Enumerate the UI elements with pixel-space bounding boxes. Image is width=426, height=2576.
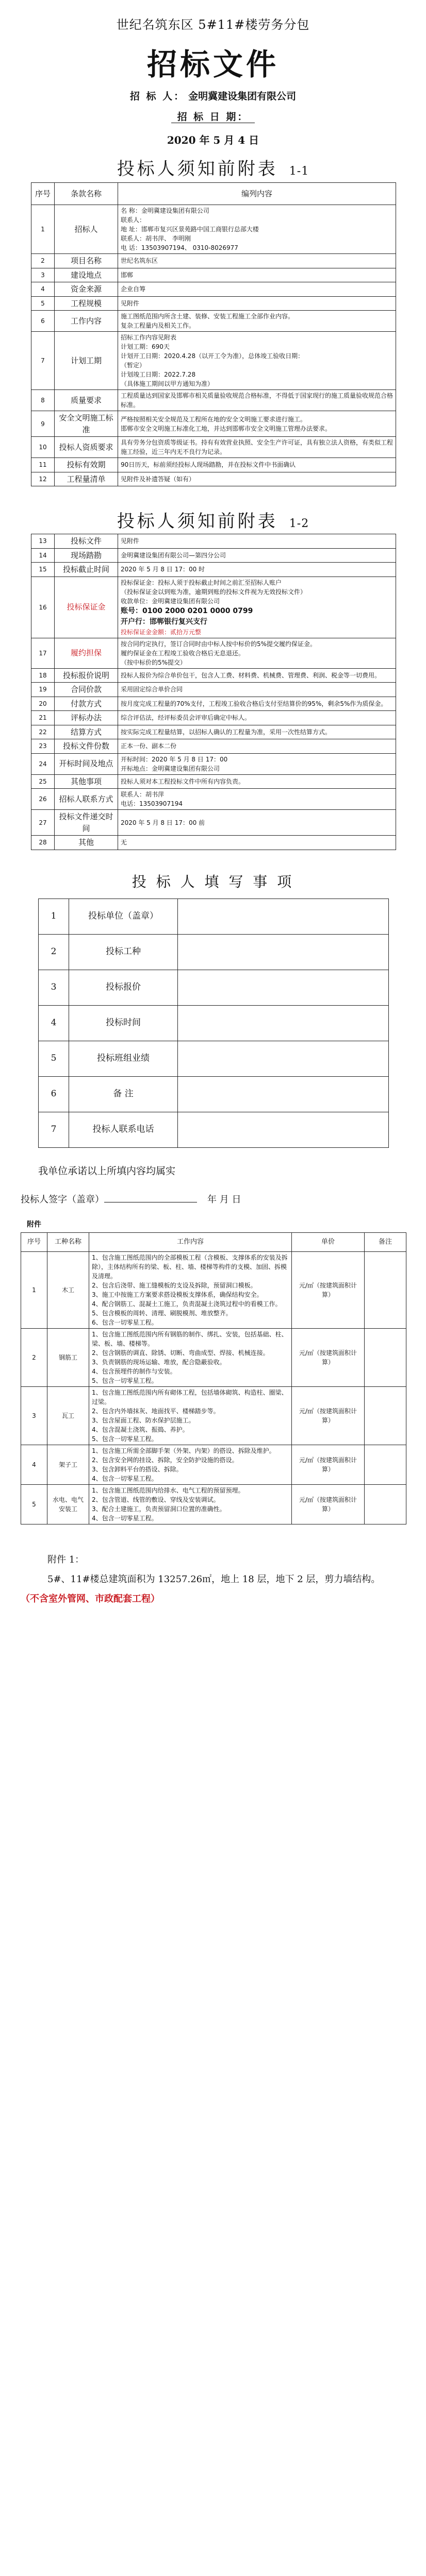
fill-row-label: 投标工种 (69, 935, 178, 970)
row-content (118, 472, 396, 486)
signature-line (21, 1192, 241, 1206)
info-row (31, 810, 396, 836)
fill-row-number: 4 (39, 1006, 69, 1041)
content-line: （暂定） (121, 362, 146, 369)
row-content (118, 577, 396, 638)
info-row (31, 411, 396, 437)
row-item: 安全文明施工标准 (55, 411, 118, 437)
attachment-scope (89, 1329, 292, 1387)
info-row (31, 437, 396, 458)
attachment-trade: 钢筋工 (47, 1329, 89, 1387)
info-row (31, 268, 396, 282)
table1-suffix: 1-1 (289, 165, 309, 178)
row-number: 4 (31, 282, 55, 297)
attachment-table (21, 1232, 406, 1524)
row-item: 工程量清单 (55, 472, 118, 486)
table1-title-text: 投标人须知前附表 (117, 159, 278, 179)
content-line: 联系人： (121, 216, 146, 224)
row-number: 13 (31, 534, 55, 549)
content-line: 按月度完成工程量的70%支付，工程竣工验收合格后支付至结算价的95%，剩余5%作为质保金。 (121, 700, 387, 707)
scope-line: 5、包含模板的周转、清理、刷脱模剂、堆放整齐。 (92, 1310, 232, 1317)
attachment-scope (89, 1252, 292, 1329)
content-line: 邯郸 (121, 271, 134, 279)
attachment-remark (365, 1387, 406, 1445)
content-line: 投标人须对本工程投标文件中所有内容负责。 (121, 777, 245, 785)
info-row (31, 254, 396, 268)
row-number: 3 (31, 268, 55, 282)
instructions-table-2 (31, 534, 396, 850)
content-line: 无 (121, 839, 127, 846)
attachment-scope (89, 1485, 292, 1524)
fill-row (39, 970, 389, 1006)
row-number: 22 (31, 725, 55, 739)
content-line: 计划开工日期：2020.4.28（以开工令为准），总体竣工验收日期： (121, 352, 304, 360)
attachment-unit-price: 元/㎡（按建筑面积计算） (292, 1387, 365, 1445)
scope-line: 4、包含一切零星工程。 (92, 1515, 158, 1522)
row-item: 结算方式 (55, 725, 118, 739)
row-item: 现场踏勘 (55, 548, 118, 563)
content-line: 见附件 (121, 299, 140, 307)
row-content (118, 282, 396, 297)
fill-row-input[interactable] (178, 935, 389, 970)
row-content (118, 458, 396, 472)
row-number: 19 (31, 683, 55, 697)
scope-line: 3、施工中按施工方案要求搭设模板支撑体系，确保结构安全。 (92, 1291, 263, 1298)
info-row (31, 836, 396, 850)
content-line: （具体施工期间以甲方通知为准） (121, 380, 214, 387)
row-content (118, 753, 396, 774)
content-line: 计划竣工日期：2022.7.28 (121, 371, 196, 378)
row-item: 投标保证金 (55, 577, 118, 638)
fill-row-number: 7 (39, 1112, 69, 1148)
fill-row-input[interactable] (178, 1112, 389, 1148)
table2-title (0, 507, 426, 532)
att-col-no: 序号 (21, 1233, 47, 1252)
row-number: 18 (31, 668, 55, 683)
row-content (118, 697, 396, 711)
attachment-unit-price: 元/㎡（按建筑面积计算） (292, 1485, 365, 1524)
row-content (118, 711, 396, 725)
attachment-title: 附件 (27, 1221, 41, 1229)
row-content (118, 789, 396, 810)
row-content (118, 254, 396, 268)
row-item: 投标人资质要求 (55, 437, 118, 458)
content-line: 招标工作内容见附表 (121, 334, 177, 341)
row-number: 1 (31, 205, 55, 254)
row-content (118, 311, 396, 332)
footer-section (21, 1550, 405, 1608)
content-line: 见附件 (121, 537, 140, 545)
row-item: 投标截止时间 (55, 563, 118, 577)
row-item: 招标人联系方式 (55, 789, 118, 810)
row-item: 评标办法 (55, 711, 118, 725)
fill-row-label: 投标人联系电话 (69, 1112, 178, 1148)
attachment-no: 2 (21, 1329, 47, 1387)
fill-row-number: 5 (39, 1041, 69, 1077)
content-line: 开标地点：金明冀建设集团有限公司 (121, 765, 220, 772)
content-line: 具有劳务分包资质等级证书。持有有效营业执照、安全生产许可证，具有独立法人资格，有类似工程施工经验，近三年内无不良行为记录。 (121, 439, 394, 455)
row-number: 6 (31, 311, 55, 332)
scope-line: 4、包含一切零星工程。 (92, 1475, 158, 1482)
row-item: 项目名称 (55, 254, 118, 268)
row-content (118, 739, 396, 754)
row-number: 8 (31, 390, 55, 411)
info-row (31, 725, 396, 739)
attachment-row (21, 1329, 406, 1387)
row-item: 其他 (55, 836, 118, 850)
scope-line: 2、包含内外墙抹灰、地面找平、楼梯踏步等。 (92, 1408, 220, 1415)
fill-row (39, 935, 389, 970)
fill-row (39, 1077, 389, 1112)
attachment-scope (89, 1445, 292, 1485)
signature-label: 投标人签字（盖章） (21, 1194, 104, 1205)
attachment-header-row (21, 1233, 406, 1252)
row-number: 26 (31, 789, 55, 810)
fill-row-input[interactable] (178, 1041, 389, 1077)
info-row (31, 789, 396, 810)
fill-row-number: 2 (39, 935, 69, 970)
row-item: 质量要求 (55, 390, 118, 411)
row-number: 14 (31, 548, 55, 563)
row-content (118, 534, 396, 549)
content-line: 按合同约定执行，签订合同时由中标人按中标价的5%提交履约保证金。 (121, 640, 317, 648)
content-line: 采用固定综合单价合同 (121, 686, 183, 693)
row-content (118, 810, 396, 836)
attachment-remark (365, 1329, 406, 1387)
signature-date: 年 月 日 (207, 1194, 241, 1205)
row-item: 投标文件 (55, 534, 118, 549)
row-content (118, 774, 396, 789)
scope-line: 2、包含安全网的挂设、拆除，安全防护设施的搭设。 (92, 1456, 238, 1464)
scope-line: 3、包含屋面工程、防水保护层施工。 (92, 1417, 195, 1424)
info-row (31, 205, 396, 254)
content-line: 2020 年 5 月 8 日 17：00 前 (121, 819, 205, 826)
table2-title-text: 投标人须知前附表 (117, 511, 278, 532)
row-content (118, 332, 396, 390)
att-col-scope: 工作内容 (89, 1233, 292, 1252)
footer-highlight: （不含室外管网、市政配套工程） (21, 1593, 160, 1604)
scope-line: 2、包含钢筋的调直、除锈、切断、弯曲成型、焊接、机械连接。 (92, 1349, 269, 1357)
att-col-trade: 工种名称 (47, 1233, 89, 1252)
attachment-trade: 瓦工 (47, 1387, 89, 1445)
row-number: 21 (31, 711, 55, 725)
content-line: 开户行：邯郸银行复兴支行 (121, 617, 207, 626)
content-line: 施工图纸范围内所含土建、装修、安装工程施工全部作业内容。 (121, 313, 294, 320)
info-row (31, 711, 396, 725)
footer-body: 5#、11#楼总建筑面积为 13257.26㎡，地上 18 层，地下 2 层，剪力墙结构。 (47, 1573, 381, 1585)
fill-row (39, 1112, 389, 1148)
row-number: 16 (31, 577, 55, 638)
bidder-fill-table (38, 899, 389, 1148)
content-line: 联系人：胡书萍、 李明刚 (121, 235, 191, 242)
content-line: 账号：0100 2000 0201 0000 0799 (121, 606, 253, 615)
content-line: 工程质量达到国家及邯郸市相关质量验收规范合格标准，不得低于国家现行的施工质量验收规范合格标准。 (121, 392, 394, 409)
fill-row-number: 6 (39, 1077, 69, 1112)
scope-line: 1、包含施工所需全部脚手架（外架、内架）的搭设、拆除及维护。 (92, 1447, 275, 1454)
col-content-header: 编列内容 (118, 183, 396, 205)
scope-line: 3、配合土建施工，负责预留洞口位置的准确性。 (92, 1505, 226, 1513)
row-content (118, 683, 396, 697)
scope-line: 1、包含施工图纸范围内所有砌体工程，包括墙体砌筑、构造柱、圈梁、过梁。 (92, 1389, 288, 1405)
info-row (31, 311, 396, 332)
content-line: 世纪名筑东区 (121, 257, 158, 265)
info-row (31, 697, 396, 711)
row-number: 15 (31, 563, 55, 577)
attachment-remark (365, 1445, 406, 1485)
info-row (31, 282, 396, 297)
row-number: 7 (31, 332, 55, 390)
row-item: 投标文件份数 (55, 739, 118, 754)
attachment-no: 4 (21, 1445, 47, 1485)
row-number: 25 (31, 774, 55, 789)
row-item: 付款方式 (55, 697, 118, 711)
row-number: 27 (31, 810, 55, 836)
fill-row (39, 1006, 389, 1041)
content-line: 90日历天，标前须经投标人现场踏勘，并在投标文件中书面确认 (121, 461, 296, 469)
scope-line: 5、包含一切零星工程。 (92, 1377, 158, 1384)
fill-row-label: 投标报价 (69, 970, 178, 1006)
attachment-no: 1 (21, 1252, 47, 1329)
col-item-header: 条款名称 (55, 183, 118, 205)
row-number: 12 (31, 472, 55, 486)
scope-line: 4、包含预埋件的制作与安装。 (92, 1368, 176, 1375)
tenderer-value: 金明冀建设集团有限公司 (188, 91, 297, 102)
row-number: 24 (31, 753, 55, 774)
row-content (118, 390, 396, 411)
table3-title: 投 标 人 填 写 事 项 (132, 873, 294, 890)
content-line: 综合评估法，经评标委员会评审后确定中标人。 (121, 714, 251, 722)
col-no-header: 序号 (31, 183, 55, 205)
attachment-trade: 木工 (47, 1252, 89, 1329)
row-content (118, 725, 396, 739)
scope-line: 2、包含管道、线管的敷设、穿线及安装调试。 (92, 1496, 220, 1503)
fill-row-input[interactable] (178, 970, 389, 1006)
scope-line: 1、包含施工图纸范围内所有钢筋的制作、绑扎、安装，包括基础、柱、梁、板、墙、楼梯等。 (92, 1331, 288, 1347)
row-item: 招标人 (55, 205, 118, 254)
info-row (31, 739, 396, 754)
content-line: 收款单位：金明冀建设集团有限公司 (121, 597, 220, 605)
commitment-text: 我单位承诺以上所填内容均属实 (38, 1165, 176, 1177)
row-content (118, 638, 396, 668)
content-line: 复杂工程量内及相关工作。 (121, 322, 195, 329)
row-content (118, 563, 396, 577)
attachment-remark (365, 1485, 406, 1524)
info-row (31, 668, 396, 683)
fill-row-number: 3 (39, 970, 69, 1006)
row-item: 投标报价说明 (55, 668, 118, 683)
info-row (31, 753, 396, 774)
fill-row-label: 投标班组业绩 (69, 1041, 178, 1077)
scope-line: 5、包含一切零星工程。 (92, 1435, 158, 1443)
info-row (31, 563, 396, 577)
info-row (31, 534, 396, 549)
scope-line: 1、包含施工图纸范围内给排水、电气工程的预留预埋。 (92, 1487, 244, 1494)
row-item: 投标有效期 (55, 458, 118, 472)
row-content (118, 836, 396, 850)
fill-row-label: 投标单位（盖章） (69, 899, 178, 935)
attachment-unit-price: 元/㎡（按建筑面积计算） (292, 1445, 365, 1485)
info-row (31, 472, 396, 486)
att-col-remark: 备注 (365, 1233, 406, 1252)
fill-row-label: 投标时间 (69, 1006, 178, 1041)
row-content (118, 411, 396, 437)
content-line: 履约保证金在工程竣工验收合格后无息退还。 (121, 649, 245, 657)
fill-row-input[interactable] (178, 1006, 389, 1041)
content-line: 投标保证金：投标人须于投标截止时间之前汇至招标人账户 (121, 579, 282, 586)
row-number: 20 (31, 697, 55, 711)
info-row (31, 774, 396, 789)
fill-row (39, 899, 389, 935)
instructions-table-1 (31, 182, 396, 486)
fill-row-label: 备 注 (69, 1077, 178, 1112)
content-line: 2020 年 5 月 8 日 17：00 时 (121, 566, 205, 573)
row-content (118, 296, 396, 311)
row-item: 投标文件递交时间 (55, 810, 118, 836)
scope-line: 1、包含施工图纸范围内的全部模板工程（含模板、支撑体系的安装及拆除），主体结构所有的梁、板、柱、墙、楼梯等构件的支模、加固、拆模及清理。 (92, 1254, 288, 1280)
scope-line: 4、包含混凝土浇筑、振捣、养护。 (92, 1426, 189, 1433)
info-row (31, 458, 396, 472)
row-item: 其他事项 (55, 774, 118, 789)
row-item: 工作内容 (55, 311, 118, 332)
row-content (118, 268, 396, 282)
project-subtitle: 世纪名筑东区 5#11#楼劳务分包 (116, 18, 310, 32)
attachment-row (21, 1252, 406, 1329)
row-item: 工程规模 (55, 296, 118, 311)
attachment-no: 3 (21, 1387, 47, 1445)
row-item: 资金来源 (55, 282, 118, 297)
row-number: 2 (31, 254, 55, 268)
content-line: 电 话：13503907194、 0310-8026977 (121, 244, 238, 251)
info-row (31, 296, 396, 311)
content-line: 金明冀建设集团有限公司—第四分公司 (121, 551, 226, 559)
scope-line: 4、配合钢筋工、混凝土工施工，负责混凝土浇筑过程中的看模工作。 (92, 1300, 282, 1308)
info-row (31, 683, 396, 697)
info-row (31, 638, 396, 668)
fill-row (39, 1041, 389, 1077)
row-item: 合同价款 (55, 683, 118, 697)
fill-row-input[interactable] (178, 899, 389, 935)
content-line: 正本一份、副本二份 (121, 742, 177, 750)
content-line: 投标人报价为综合单价包干，包含人工费、材料费、机械费、管理费、利润、税金等一切费用。 (121, 671, 381, 679)
row-number: 5 (31, 296, 55, 311)
row-number: 28 (31, 836, 55, 850)
content-line: 投标保证金金额：贰拾万元整 (121, 628, 202, 636)
scope-line: 6、包含一切零星工程。 (92, 1319, 158, 1326)
content-line: 联系人：胡书萍 (121, 791, 165, 798)
content-line: 邯郸市安全文明施工标准化工地，并达到邯郸市安全文明施工管理办法要求。 (121, 425, 332, 432)
info-row (31, 390, 396, 411)
footer-title: 附件 1： (47, 1554, 85, 1565)
content-line: （按中标价的5%提交） (121, 658, 187, 666)
content-line: 计划工期：690天 (121, 343, 170, 350)
info-row (31, 332, 396, 390)
content-line: 电话：13503907194 (121, 800, 183, 807)
attachment-no: 5 (21, 1485, 47, 1524)
content-line: 名 称：金明冀建设集团有限公司 (121, 207, 209, 214)
tender-date-label: 招 标 日 期： (171, 111, 255, 123)
row-number: 11 (31, 458, 55, 472)
row-content (118, 205, 396, 254)
fill-row-number: 1 (39, 899, 69, 935)
row-number: 9 (31, 411, 55, 437)
fill-row-input[interactable] (178, 1077, 389, 1112)
table1-header-row (31, 183, 396, 205)
attachment-row (21, 1445, 406, 1485)
row-number: 10 (31, 437, 55, 458)
info-row (31, 548, 396, 563)
attachment-row (21, 1485, 406, 1524)
row-content (118, 548, 396, 563)
attachment-scope (89, 1387, 292, 1445)
content-line: 开标时间：2020 年 5 月 8 日 17：00 (121, 755, 228, 763)
att-col-price: 单价 (292, 1233, 365, 1252)
content-line: 见附件及补遗答疑（如有） (121, 475, 195, 483)
row-item: 计划工期 (55, 332, 118, 390)
attachment-trade: 架子工 (47, 1445, 89, 1485)
attachment-row (21, 1387, 406, 1445)
info-row (31, 577, 396, 638)
tender-date-label-line (0, 109, 426, 123)
attachment-unit-price: 元/㎡（按建筑面积计算） (292, 1329, 365, 1387)
content-line: 严格按照相关安全规范及工程所在地的安全文明施工要求进行施工。 (121, 415, 307, 423)
content-line: （投标保证金以到账为准，逾期到账的投标文件视为无效投标文件） (121, 588, 307, 596)
tenderer-line (0, 89, 426, 103)
table2-suffix: 1-2 (289, 517, 309, 530)
scope-line: 3、包含卸料平台的搭设、拆除。 (92, 1466, 183, 1473)
tenderer-label: 招 标 人： (129, 91, 186, 102)
row-number: 17 (31, 638, 55, 668)
row-item: 履约担保 (55, 638, 118, 668)
scope-line: 3、负责钢筋的现场运输、堆放，配合隐蔽验收。 (92, 1359, 226, 1366)
row-item: 建设地点 (55, 268, 118, 282)
tender-date: 2020 年 5 月 4 日 (167, 134, 259, 146)
row-item: 开标时间及地点 (55, 753, 118, 774)
content-line: 按实际完成工程量结算，以招标人确认的工程量为准，采用一次性结算方式。 (121, 728, 332, 736)
document-title: 招标文件 (146, 47, 279, 82)
attachment-trade: 水电、电气安装工 (47, 1485, 89, 1524)
attachment-unit-price: 元/㎡（按建筑面积计算） (292, 1252, 365, 1329)
scope-line: 2、包含后浇带、施工缝模板的支设及拆除，预留洞口模板。 (92, 1282, 257, 1289)
row-content (118, 668, 396, 683)
row-number: 23 (31, 739, 55, 754)
content-line: 地 址：邯郸市复兴区景苑路中国工商银行总部大楼 (121, 226, 259, 233)
attachment-remark (365, 1252, 406, 1329)
content-line: 企业自筹 (121, 285, 146, 293)
row-content (118, 437, 396, 458)
table1-title (0, 155, 426, 180)
